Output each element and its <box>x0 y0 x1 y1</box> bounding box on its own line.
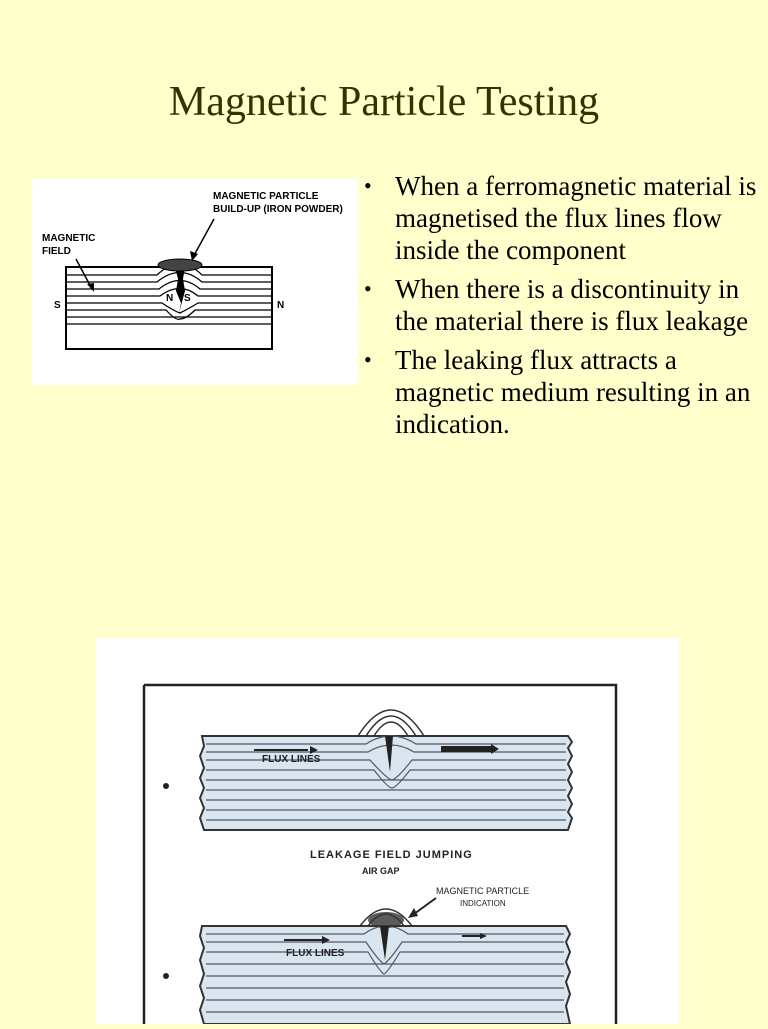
bullet-item <box>362 170 762 266</box>
crack-s-label: S <box>184 293 191 304</box>
label-particle-line2: BUILD-UP (IRON POWDER) <box>213 204 343 215</box>
bullet-text: The leaking flux attracts a magnetic medium resulting in an indication. <box>395 345 751 439</box>
indication-arrowhead <box>408 908 418 918</box>
leakage-field-diagram <box>96 638 679 1024</box>
caption-line2: AIR GAP <box>362 866 400 876</box>
magnetic-field-diagram <box>32 179 358 385</box>
bullet-text: When there is a discontinuity in the material there is flux leakage <box>395 274 749 336</box>
indication-line2: INDICATION <box>460 899 506 908</box>
pole-s-left: S <box>54 300 61 311</box>
indication-line1: MAGNETIC PARTICLE <box>436 886 530 896</box>
field-arrowhead <box>87 283 94 292</box>
upper-specimen <box>200 710 572 830</box>
bullet-item <box>362 273 762 337</box>
magnetic-field-diagram-svg <box>32 179 358 385</box>
crack-shape <box>175 267 185 313</box>
slide-title: Magnetic Particle Testing <box>168 79 600 125</box>
bullet-item <box>362 344 762 440</box>
upper-leakage-arcs <box>358 710 424 736</box>
label-field-line1: MAGNETIC <box>42 233 96 244</box>
caption-line1: LEAKAGE FIELD JUMPING <box>310 849 473 861</box>
crack-n-label: N <box>166 293 174 304</box>
indication-arrow <box>414 898 436 914</box>
flux-lines-label-bottom: FLUX LINES <box>286 948 345 959</box>
punch-hole <box>163 783 169 789</box>
bullet-dot: • <box>364 173 372 198</box>
flux-lines-label-top: FLUX LINES <box>262 754 321 765</box>
leakage-field-diagram-svg <box>96 638 679 1024</box>
particle-indication <box>368 912 404 928</box>
particle-buildup <box>158 259 202 271</box>
bullet-dot: • <box>364 276 372 301</box>
punch-hole <box>163 973 169 979</box>
label-field-line2: FIELD <box>42 246 71 257</box>
pole-n-right: N <box>277 300 285 311</box>
flux-arrow-right <box>441 746 491 752</box>
lower-specimen <box>200 909 570 1024</box>
bullet-list <box>362 170 762 447</box>
label-particle-line1: MAGNETIC PARTICLE <box>213 191 319 202</box>
bullet-dot: • <box>364 347 372 372</box>
bullet-text: When a ferromagnetic material is magnetised the flux lines flow inside the component <box>395 171 757 265</box>
